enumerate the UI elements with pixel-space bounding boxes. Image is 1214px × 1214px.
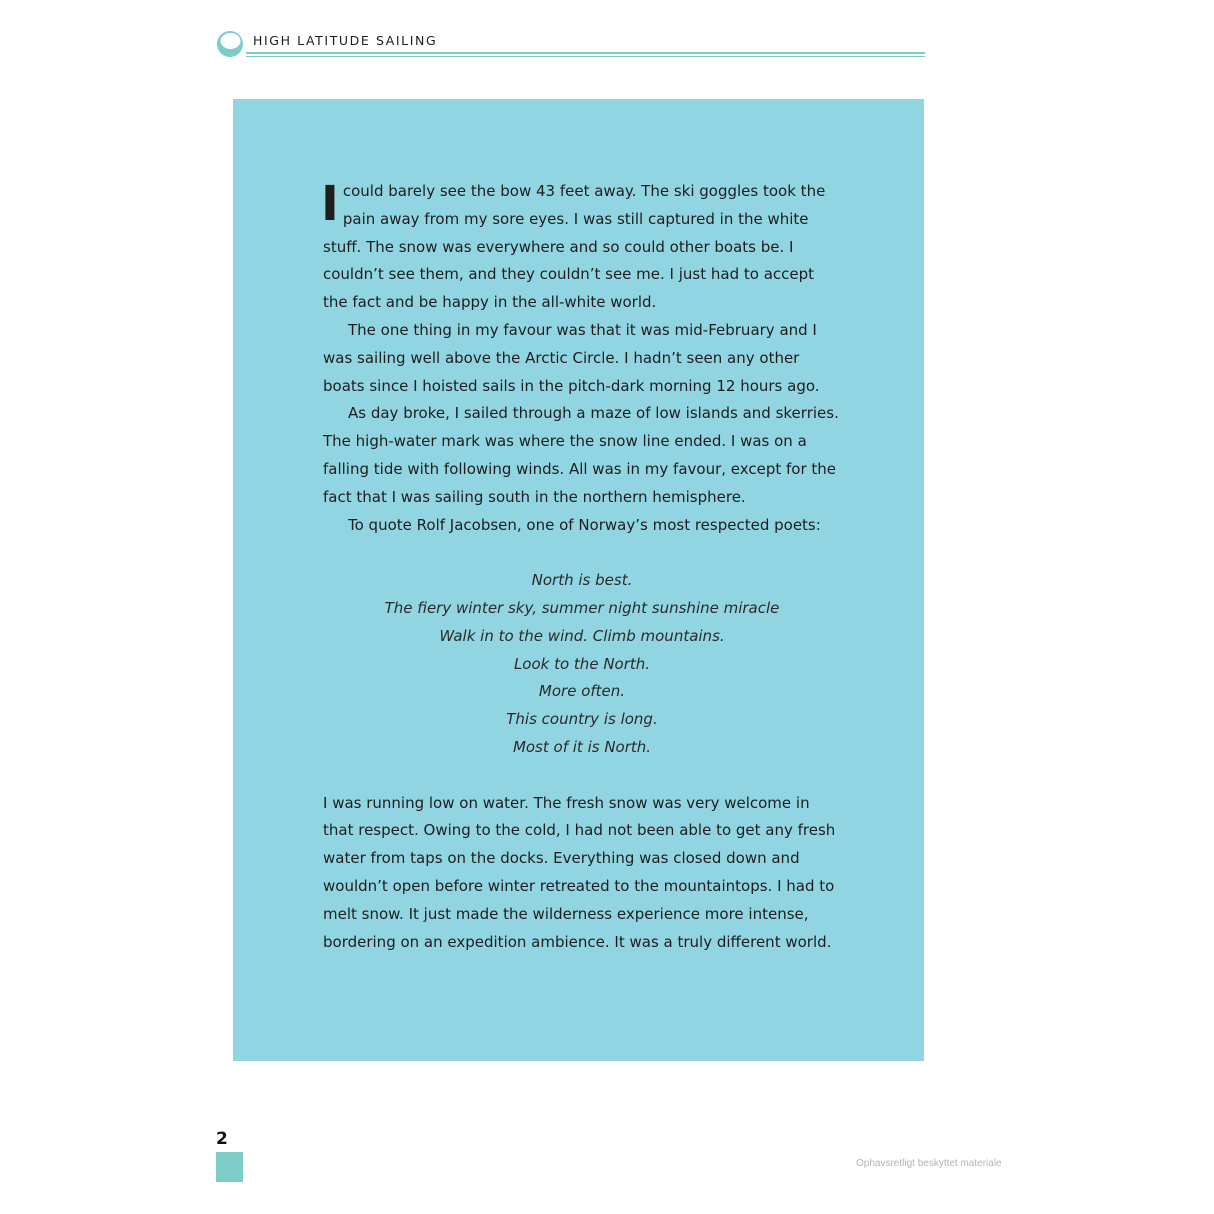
- text-panel: [233, 99, 924, 1061]
- page-number-marker: [216, 1152, 243, 1182]
- poem-line: Walk in to the wind. Climb mountains.: [439, 626, 725, 645]
- poem-line: Look to the North.: [513, 654, 651, 673]
- paragraph-1-text: could barely see the bow 43 feet away. The ski goggles took the pain away from my sore eyes. I was still captured in the white stuff. The snow was everywhere and so could other boats be. I couldn’t see them, and they couldn’t see me. I just had to accept the fact and be happy in the all-white world.: [323, 182, 826, 312]
- page-number: 2: [216, 1129, 228, 1149]
- header-title: HIGH LATITUDE SAILING: [253, 33, 438, 48]
- running-header: [216, 30, 925, 60]
- copyright-watermark: Ophavsretligt beskyttet materiale: [856, 1158, 1002, 1169]
- poem-line: More often.: [538, 682, 626, 701]
- header-rule: [246, 52, 925, 54]
- poem-quote: [323, 567, 841, 762]
- drop-cap: I: [321, 176, 339, 232]
- moon-crescent-icon: [216, 30, 244, 58]
- poem-line: North is best.: [531, 571, 633, 590]
- paragraph-4: To quote Rolf Jacobsen, one of Norway’s most respected poets:: [348, 515, 821, 534]
- poem-line: The fiery winter sky, summer night sunshine miracle: [384, 598, 780, 617]
- paragraph-3: As day broke, I sailed through a maze of low islands and skerries. The high-water mark was where the snow line ended. I was on a falling tide with following winds. All was in my favour, except for the fact that I was sailing south in the northern hemisphere.: [323, 404, 839, 506]
- paragraph-2: The one thing in my favour was that it was mid-February and I was sailing well above the Arctic Circle. I hadn’t seen any other boats since I hoisted sails in the pitch-dark morning 12 hours ago.: [323, 320, 820, 395]
- body-text: [323, 178, 841, 956]
- header-rule-thin: [246, 56, 925, 57]
- paragraph-1: [323, 178, 841, 317]
- poem-line: Most of it is North.: [512, 737, 652, 756]
- closing-paragraph: I was running low on water. The fresh snow was very welcome in that respect. Owing to the cold, I had not been able to get any fresh water from taps on the docks. Everything was closed down and wouldn’t open before winter retreated to the mountaintops. I had to melt snow. It just made the wilderness experience more intense, bordering on an expedition ambience. It was a truly different world.: [323, 793, 836, 951]
- poem-line: This country is long.: [506, 710, 658, 729]
